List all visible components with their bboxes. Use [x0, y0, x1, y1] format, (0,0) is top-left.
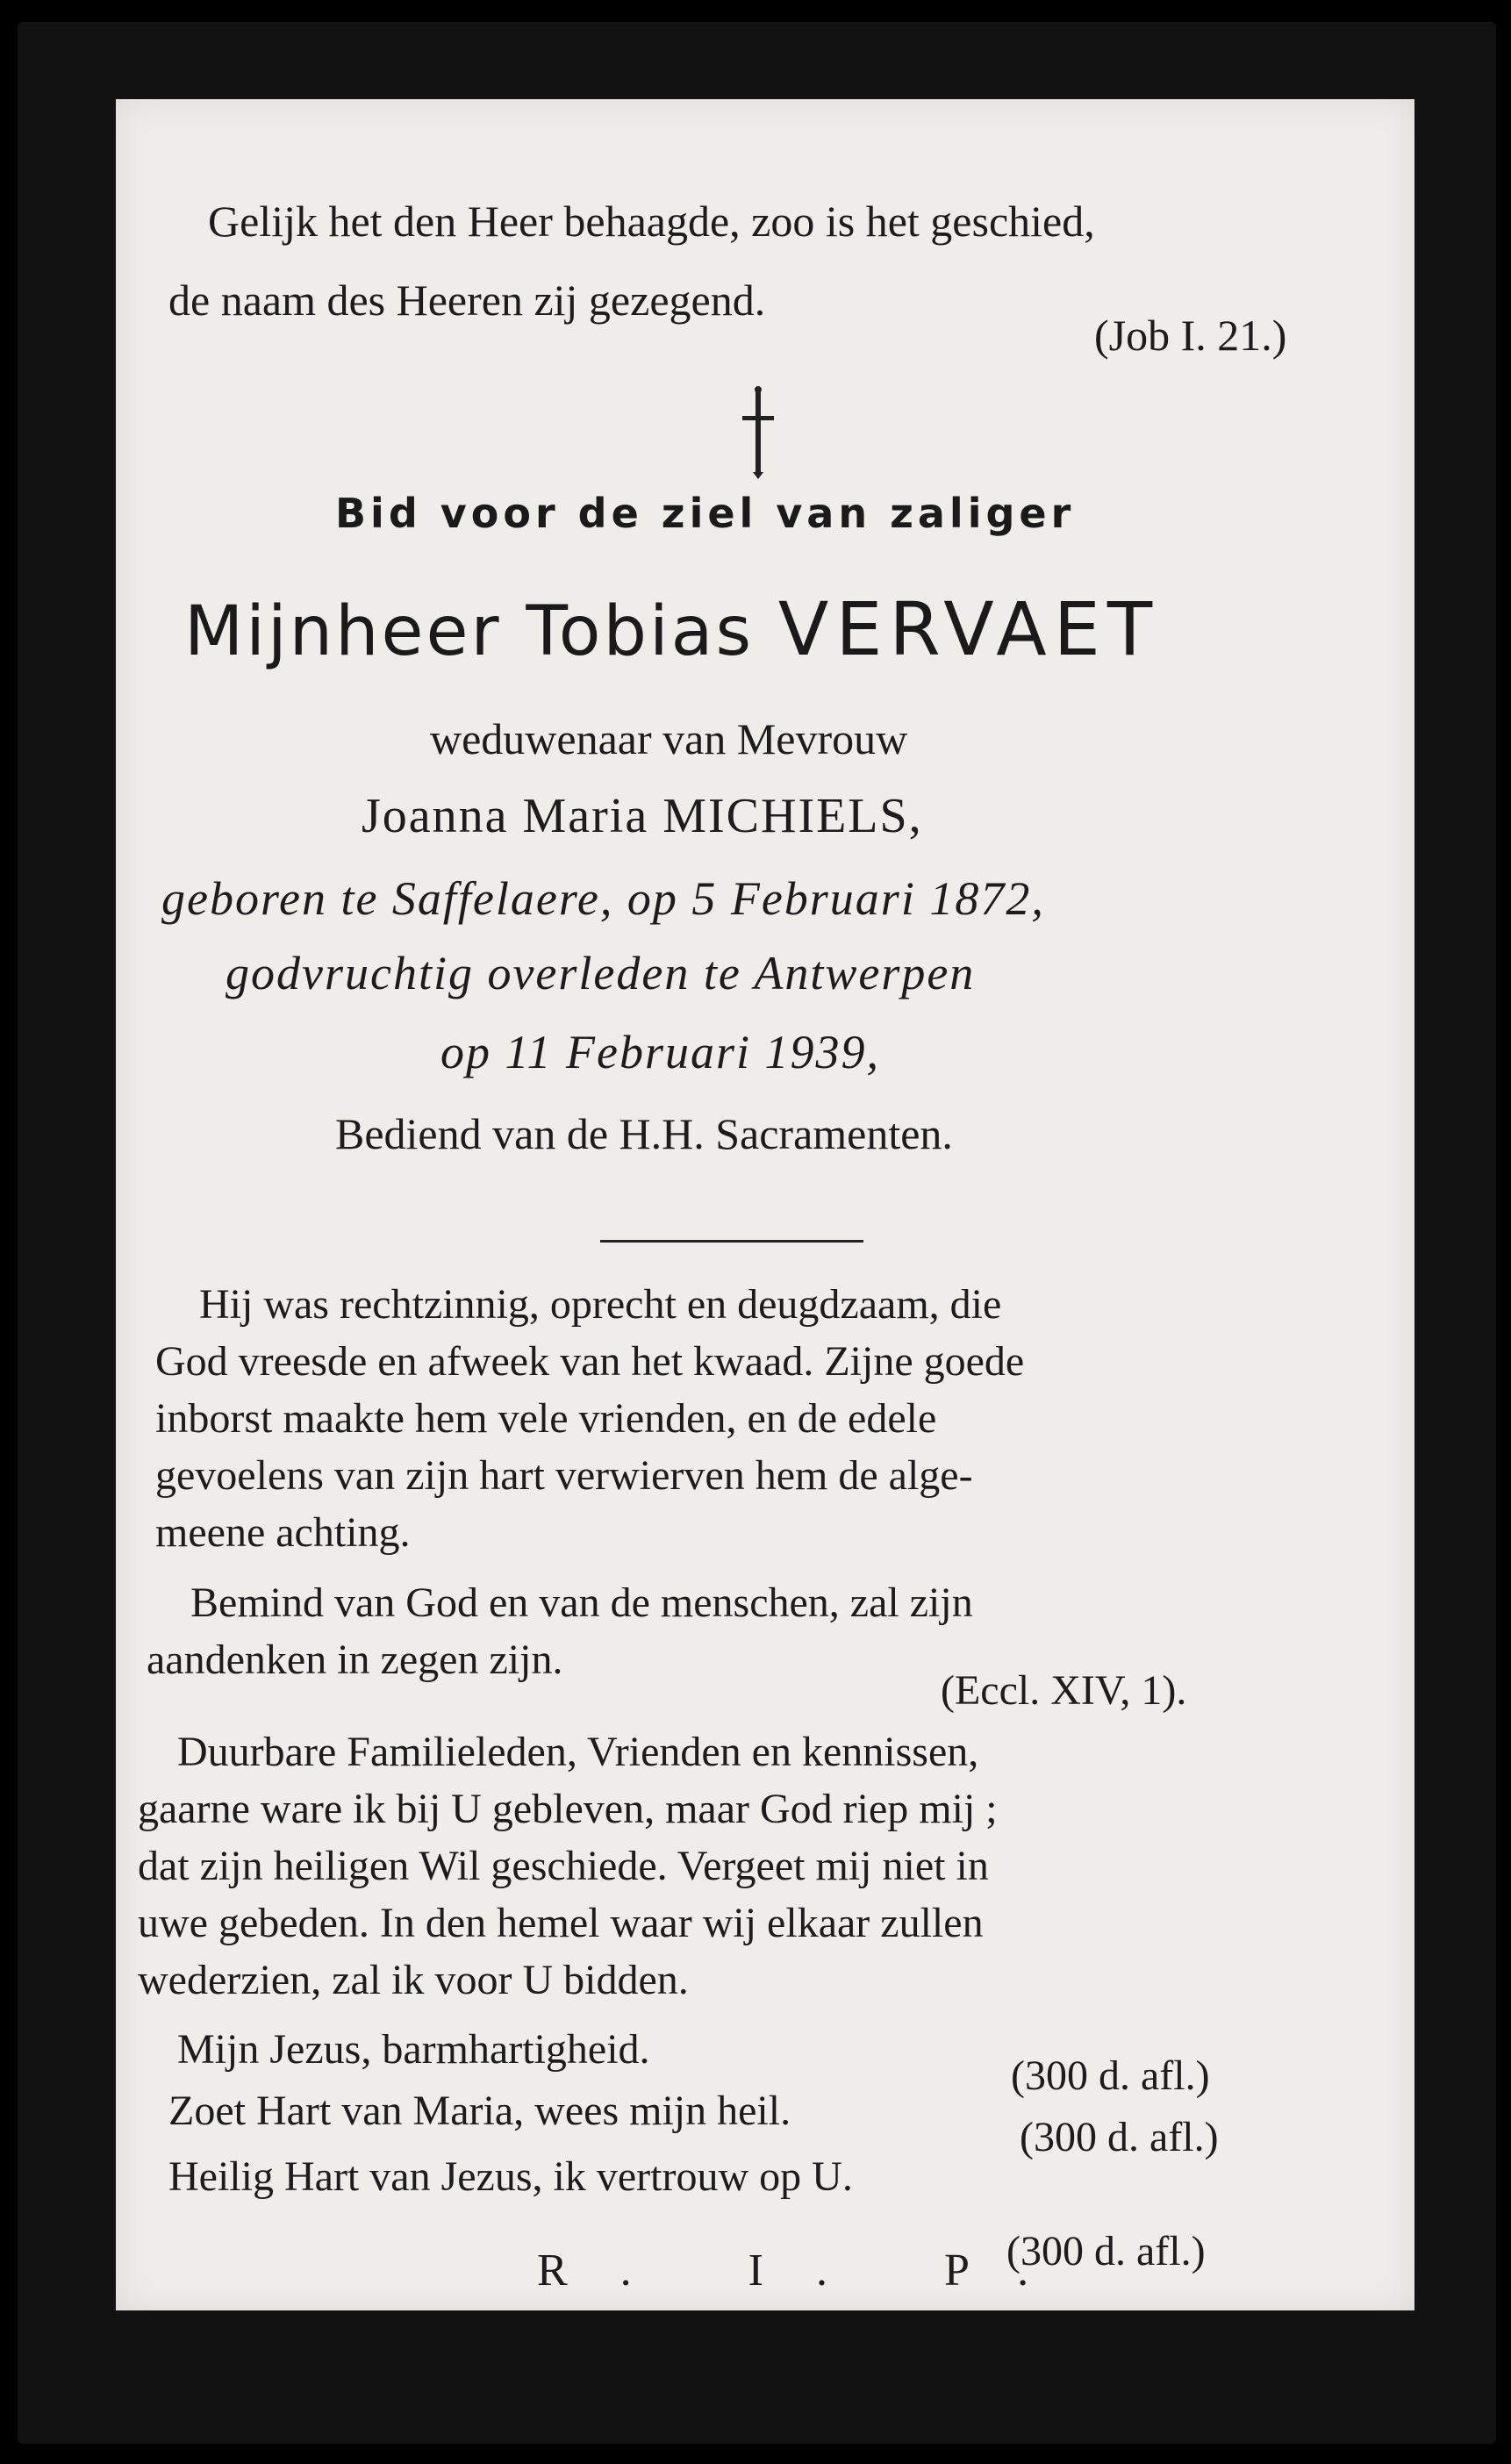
paragraph-line: gaarne ware ik bij U gebleven, maar God riep mij ;	[138, 1786, 998, 1832]
sacraments-line: Bediend van de H.H. Sacramenten.	[335, 1109, 953, 1158]
paragraph-line: Duurbare Familieleden, Vrienden en kennissen,	[177, 1729, 979, 1775]
quote-line-2: de naam des Heeren zij gezegend.	[168, 276, 766, 325]
paragraph-line: uwe gebeden. In den hemel waar wij elkaar zullen	[138, 1900, 984, 1946]
death-line-1: godvruchtig overleden te Antwerpen	[226, 947, 976, 999]
prayer-text: Mijn Jezus, barmhartigheid.	[177, 2026, 650, 2073]
rip-initials: R. I. P.	[537, 2246, 1082, 2296]
latin-cross-icon	[741, 384, 776, 481]
memorial-card	[18, 22, 1496, 2444]
deceased-first-names: Mijnheer Tobias	[184, 592, 755, 671]
divider-rule	[600, 1240, 863, 1243]
indulgence-note: (300 d. afl.)	[1006, 2228, 1206, 2274]
death-line-2: op 11 Februari 1939,	[440, 1026, 880, 1078]
scripture-reference: (Eccl. XIV, 1).	[941, 1667, 1187, 1714]
paragraph-line: gevoelens van zijn hart verwierven hem de alge-	[155, 1452, 973, 1499]
deceased-surname: VERVAET	[777, 586, 1160, 672]
paragraph-line: aandenken in zegen zijn.	[147, 1637, 563, 1683]
deceased-name	[184, 586, 1159, 672]
indulgence-note: (300 d. afl.)	[1020, 2114, 1219, 2160]
prayer-text: Zoet Hart van Maria, wees mijn heil.	[168, 2088, 791, 2134]
quote-line-1: Gelijk het den Heer behaagde, zoo is het geschied,	[208, 197, 1095, 246]
bid-line: Bid voor de ziel van zaliger	[335, 490, 1076, 537]
paragraph-line: Bemind van God en van de menschen, zal zijn	[190, 1579, 973, 1626]
card-paper	[116, 99, 1414, 2310]
quote-reference: (Job I. 21.)	[1094, 311, 1287, 360]
paragraph-line: Hij was rechtzinnig, oprecht en deugdzaam, die	[199, 1281, 1002, 1328]
paragraph-line: wederzien, zal ik voor U bidden.	[138, 1957, 689, 2003]
paragraph-line: God vreesde en afweek van het kwaad. Zijne goede	[155, 1338, 1025, 1385]
paragraph-line: inborst maakte hem vele vrienden, en de edele	[155, 1395, 937, 1442]
widower-line: weduwenaar van Mevrouw	[430, 714, 908, 763]
indulgence-note: (300 d. afl.)	[1011, 2052, 1210, 2099]
wife-name: Joanna Maria MICHIELS,	[362, 789, 923, 843]
prayer-text: Heilig Hart van Jezus, ik vertrouw op U.	[168, 2153, 853, 2200]
birth-line: geboren te Saffelaere, op 5 Februari 1872,	[161, 872, 1045, 925]
paragraph-line: dat zijn heiligen Wil geschiede. Vergeet mij niet in	[138, 1843, 989, 1889]
paragraph-line: meene achting.	[155, 1509, 411, 1556]
